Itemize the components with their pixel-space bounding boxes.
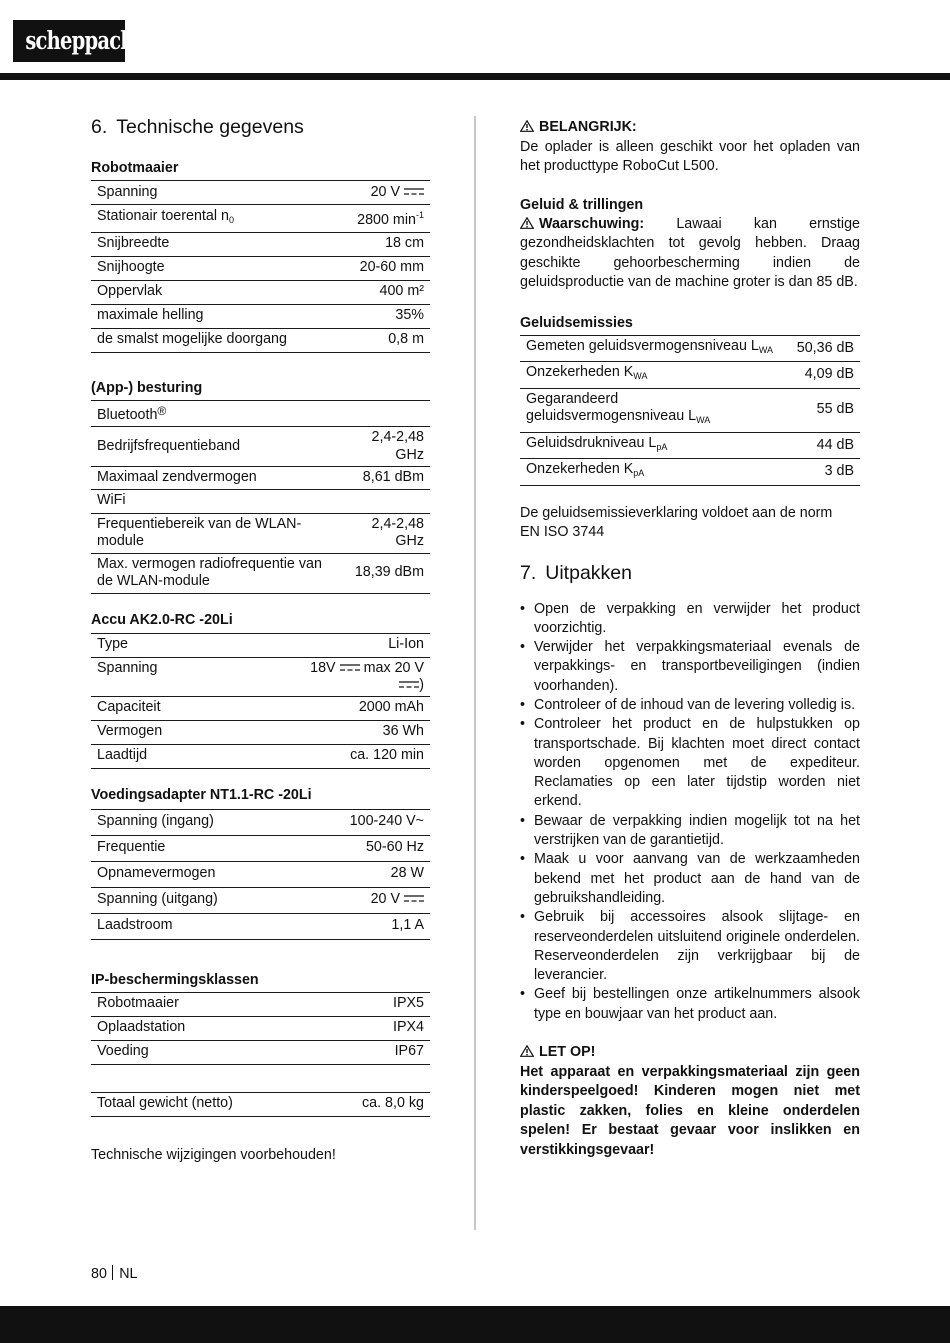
row-value: 1,1 A <box>296 913 430 939</box>
important-text: De oplader is alleen geschikt voor het opladen van het producttype RoboCut L500. <box>520 138 860 174</box>
dc-symbol-icon <box>340 664 360 671</box>
row-label: Frequentie <box>91 835 296 861</box>
table-row <box>91 1016 430 1040</box>
emissions-table <box>520 335 860 486</box>
table-row <box>91 328 430 352</box>
row-label: Stationair toerental $n_0$ <box>91 205 335 233</box>
footer-bar <box>0 1306 950 1343</box>
row-value: IPX5 <box>328 992 430 1016</box>
table-row <box>520 459 860 486</box>
row-value: 35% <box>335 304 430 328</box>
row-value: 18 cm <box>335 232 430 256</box>
row-value: 0,8 m <box>335 328 430 352</box>
row-value: 8,61 dBm <box>339 467 430 490</box>
app-heading: (App-) besturing <box>91 379 203 396</box>
section-heading-7: 7. Uitpakken <box>520 561 632 584</box>
row-label: Geluidsdrukniveau $L_{pA}$ <box>520 432 782 459</box>
table-row: Type Li-Ion <box>91 633 430 657</box>
table-row <box>91 304 430 328</box>
list-item: • Gebruik bij accessoires alsook slijtage- en reserveonderdelen uitsluitend originele onderdelen. Reserveonderdelen zijn verkrijgbaar bij de leverancier. <box>520 908 860 985</box>
column-divider <box>474 116 476 1230</box>
row-label: Gegarandeerd geluidsvermogensniveau $L_{WA}$ <box>520 388 782 432</box>
table-row <box>91 744 430 768</box>
adapter-table <box>91 809 430 940</box>
row-value: 100-240 V~ <box>296 809 430 835</box>
dc-symbol-icon <box>399 681 419 688</box>
table-row <box>520 362 860 389</box>
right-column <box>520 118 860 1160</box>
table-row <box>91 696 430 720</box>
table-row <box>91 992 430 1016</box>
table-row <box>91 913 430 939</box>
app-table <box>91 400 430 594</box>
row-label: Capaciteit <box>91 696 220 720</box>
row-value: 18,39 dBm <box>339 553 430 593</box>
row-label: Opnamevermogen <box>91 861 296 887</box>
row-label: Oplaadstation <box>91 1016 328 1040</box>
changes-note: Technische wijzigingen voorbehouden! <box>91 1146 336 1163</box>
row-label: Vermogen <box>91 720 220 744</box>
adapter-heading: Voedingsadapter NT1.1-RC -20Li <box>91 786 312 803</box>
table-row <box>91 513 430 553</box>
row-label: Robotmaaier <box>91 992 328 1016</box>
table-row <box>520 432 860 459</box>
row-value: 4,09 dB <box>782 362 860 389</box>
list-item: • Verwijder het verpakkingsmateriaal evenals de verpakkings- en transportbeveiligingen (indien voorhanden). <box>520 638 860 696</box>
table-row <box>91 427 430 467</box>
list-item: • Bewaar de verpakking indien mogelijk tot na het verstrijken van de garantietijd. <box>520 812 860 851</box>
row-value: ca. 120 min <box>220 744 430 768</box>
robot-heading: Robotmaaier <box>91 160 179 176</box>
table-row: Totaal gewicht (netto) ca. 8,0 kg <box>91 1092 430 1116</box>
row-label: Voeding <box>91 1040 328 1064</box>
table-row <box>91 1040 430 1064</box>
row-label: Laadstroom <box>91 913 296 939</box>
list-item: • Geef bij bestellingen onze artikelnummers alsook type en bouwjaar van het product aan. <box>520 985 860 1024</box>
table-row <box>91 280 430 304</box>
row-value: 400 m² <box>335 280 430 304</box>
row-value: IPX4 <box>328 1016 430 1040</box>
table-row <box>91 809 430 835</box>
robot-table <box>91 180 430 353</box>
row-value: 2,4-2,48 GHz <box>339 513 430 553</box>
table-row: Spanning 18V max 20 V ) <box>91 657 430 696</box>
list-item: • Controleer het product en de hulpstukken op transportschade. Bij klachten moet direct contact worden opgenomen met de expediteur. Reclamaties op een later tijdstip worden niet erkend. <box>520 715 860 811</box>
list-item: • Open de verpakking en verwijder het product voorzichtig. <box>520 600 860 639</box>
list-item: • Maak u voor aanvang van de werkzaamheden bekend met het product aan de hand van de gebruikshandleiding. <box>520 850 860 908</box>
row-label: Gemeten geluidsvermogensniveau $L_{WA}$ <box>520 335 782 362</box>
row-label: Oppervlak <box>91 280 335 304</box>
language-code: NL <box>119 1266 138 1282</box>
row-value: 28 W <box>296 861 430 887</box>
row-label: Onzekerheden $K_{pA}$ <box>520 459 782 486</box>
noise-heading: Geluid & trillingen <box>520 196 644 213</box>
row-label: Laadtijd <box>91 744 220 768</box>
accu-heading: Accu AK2.0-RC -20Li <box>91 611 233 628</box>
technical-data-column <box>91 114 430 1165</box>
row-value: 20 V <box>296 887 430 913</box>
row-label: Spanning (ingang) <box>91 809 296 835</box>
table-row <box>91 553 430 593</box>
row-value: 20-60 mm <box>335 256 430 280</box>
row-label: de smalst mogelijke doorgang <box>91 328 335 352</box>
row-label: Spanning <box>91 181 335 205</box>
weight-table <box>91 1092 430 1117</box>
norm-text: De geluidsemissieverklaring voldoet aan de norm EN ISO 3744 <box>520 504 833 540</box>
row-value: 2000 mAh <box>220 696 430 720</box>
row-value: 55 dB <box>782 388 860 432</box>
table-row <box>91 205 430 233</box>
row-label: maximale helling <box>91 304 335 328</box>
table-row <box>520 335 860 362</box>
warning-icon <box>520 1045 534 1057</box>
row-value: 3 dB <box>782 459 860 486</box>
header-bar <box>0 73 950 80</box>
scheppach-logo: scheppach <box>13 20 125 62</box>
table-row: WiFi <box>91 489 430 513</box>
noise-warning: Waarschuwing: Lawaai kan ernstige gezondheidsklachten tot gevolg hebben. Draag geschikte gehoorbescherming indien de geluidsproductie van de machine groter is dan 85 dB. <box>520 215 860 290</box>
row-label: Spanning (uitgang) <box>91 887 296 913</box>
page-footer <box>91 1265 137 1282</box>
table-row <box>91 256 430 280</box>
page-number: 80 <box>91 1266 107 1282</box>
table-row <box>91 232 430 256</box>
row-value: 50-60 Hz <box>296 835 430 861</box>
row-label: Bedrijfsfrequentieband <box>91 427 339 467</box>
accu-table <box>91 633 430 769</box>
row-value: IP67 <box>328 1040 430 1064</box>
row-label: Max. vermogen radiofrequentie van de WLAN-module <box>91 553 339 593</box>
row-label: Onzekerheden $K_{WA}$ <box>520 362 782 389</box>
table-row <box>91 181 430 205</box>
row-value: 2800 $\min^{-1}$ <box>335 205 430 233</box>
row-value: 2,4-2,48 GHz <box>339 427 430 467</box>
letop-text: Het apparaat en verpakkingsmateriaal zijn geen kinderspeelgoed! Kinderen mogen niet met plastic zakken, folies en kleine onderdelen spelen! Er bestaat gevaar voor inslikken en verstikkingsgevaar! <box>520 1063 860 1158</box>
table-row <box>91 467 430 490</box>
row-label: Snijbreedte <box>91 232 335 256</box>
ip-heading: IP-beschermingsklassen <box>91 971 259 988</box>
table-row <box>91 720 430 744</box>
warning-icon <box>520 120 534 132</box>
row-value: 50,36 dB <box>782 335 860 362</box>
table-row <box>91 861 430 887</box>
table-row: Bluetooth® <box>91 400 430 427</box>
row-label: Frequentiebereik van de WLAN-module <box>91 513 339 553</box>
dc-symbol-icon <box>404 895 424 902</box>
row-label: Snijhoogte <box>91 256 335 280</box>
table-row <box>91 835 430 861</box>
row-label: Maximaal zendvermogen <box>91 467 339 490</box>
letop-heading: LET OP! <box>520 1043 860 1063</box>
table-row <box>91 887 430 913</box>
dc-symbol-icon <box>404 188 424 195</box>
important-heading: BELANGRIJK: <box>520 118 860 138</box>
ip-table <box>91 992 430 1065</box>
table-row <box>520 388 860 432</box>
row-value: 44 dB <box>782 432 860 459</box>
unpack-list <box>520 600 860 1025</box>
list-item: • Controleer of de inhoud van de levering volledig is. <box>520 696 860 715</box>
section-heading-6: 6. Technische gegevens <box>91 116 304 138</box>
row-value: 36 Wh <box>220 720 430 744</box>
warning-icon <box>520 217 534 229</box>
row-value: 20 V <box>335 181 430 205</box>
emissions-heading: Geluidsemissies <box>520 314 633 331</box>
